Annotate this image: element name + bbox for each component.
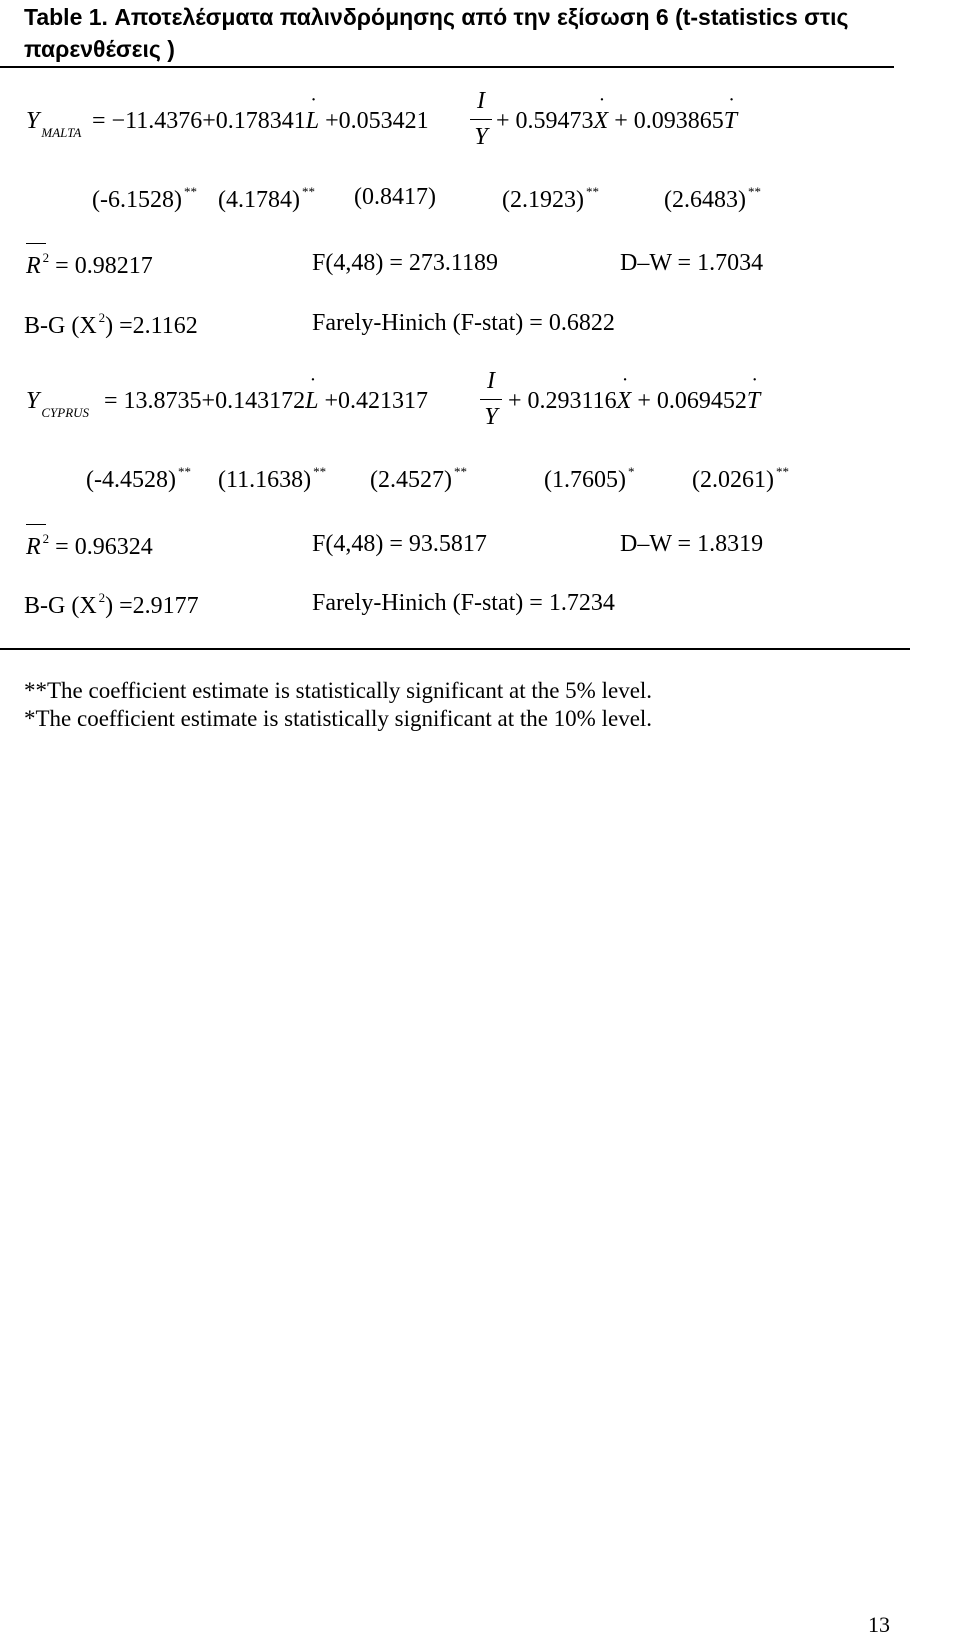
malta-rhs-tail (496, 108, 737, 135)
malta-plus-1: + (202, 108, 216, 134)
cyprus-coef-t: 0.069452 (656, 388, 747, 414)
malta-const: −11.4376 (111, 108, 203, 134)
cyprus-r2-bar (26, 524, 46, 525)
cyprus-frac-bar (480, 399, 502, 400)
malta-plus-4: + (614, 108, 628, 134)
cyprus-var-x: ˙ X (617, 388, 632, 415)
malta-tstat-5: (2.6483) ** (664, 184, 761, 213)
table-title-line-2: παρενθέσεις ) (24, 36, 175, 62)
cyprus-r2: R $^2$ = 0.96324 (26, 531, 153, 560)
malta-lhs: Y (26, 108, 40, 134)
cyprus-plus-3: + (508, 388, 522, 414)
malta-farely-hinich: Farely-Hinich (F-stat) = 0.6822 (312, 310, 615, 336)
cyprus-tstat-3: (2.4527) ** (370, 464, 467, 493)
malta-equation (26, 108, 81, 141)
malta-coef-l: 0.178341 (215, 108, 306, 134)
cyprus-var-t: ˙ T (747, 388, 760, 415)
cyprus-coef-x: 0.293116 (527, 388, 617, 414)
cyprus-eq-sign: = (104, 388, 118, 414)
cyprus-frac-denominator: Y (484, 404, 498, 430)
cyprus-bg: B-G (X $^2$) =2.9177 (24, 590, 199, 619)
cyprus-plus-1: + (201, 388, 216, 414)
malta-tstat-2: (4.1784) ** (218, 184, 315, 213)
malta-plus-2: + (325, 108, 339, 134)
cyprus-tstat-1: (-4.4528) ** (86, 464, 191, 493)
cyprus-equation (26, 388, 89, 421)
cyprus-frac-numerator: I (487, 368, 495, 394)
cyprus-rhs-tail (508, 388, 760, 415)
malta-var-l: ˙ L (306, 108, 319, 135)
malta-coef-t: 0.093865 (633, 108, 724, 134)
top-rule (0, 66, 894, 68)
note-10-percent: *The coefficient estimate is statistically significant at the 10% level. (24, 706, 653, 731)
bottom-rule (0, 648, 910, 650)
page-number: 13 (868, 1612, 890, 1637)
cyprus-coef-iy: 0.421317 (338, 388, 428, 414)
cyprus-lhs: Y (26, 388, 40, 414)
cyprus-var-l: ˙ L (305, 388, 318, 415)
malta-dw: D–W = 1.7034 (620, 250, 764, 276)
malta-lhs-subscript: MALTA (41, 125, 82, 140)
cyprus-lhs-subscript: CYPRUS (41, 405, 90, 420)
malta-r2-bar (26, 243, 46, 244)
malta-tstat-1: (-6.1528) ** (92, 184, 197, 213)
cyprus-dw: D–W = 1.8319 (620, 531, 764, 557)
malta-tstat-3: (0.8417) (354, 184, 436, 210)
cyprus-plus-2: + (324, 388, 338, 414)
malta-r2: R $^2$ = 0.98217 (26, 250, 153, 279)
malta-frac-denominator: Y (474, 124, 488, 150)
malta-frac-numerator: I (477, 88, 485, 114)
cyprus-rhs (104, 388, 428, 415)
malta-tstat-4: (2.1923) ** (502, 184, 599, 213)
cyprus-coef-l: 0.143172 (215, 388, 306, 414)
malta-rhs (92, 108, 429, 135)
malta-var-t: ˙ T (724, 108, 737, 135)
malta-frac-bar (470, 119, 492, 120)
malta-plus-3: + (496, 108, 510, 134)
cyprus-f-stat: F(4,48) = 93.5817 (312, 531, 487, 557)
malta-f-stat: F(4,48) = 273.1189 (312, 250, 498, 276)
cyprus-tstat-4: (1.7605) * (544, 464, 635, 493)
cyprus-farely-hinich: Farely-Hinich (F-stat) = 1.7234 (312, 590, 615, 616)
note-5-percent: **The coefficient estimate is statistically significant at the 5% level. (24, 678, 653, 703)
malta-coef-x: 0.59473 (515, 108, 594, 134)
cyprus-tstat-5: (2.0261) ** (692, 464, 789, 493)
malta-bg: B-G (X $^2$) =2.1162 (24, 310, 198, 339)
malta-eq-sign: = (92, 108, 106, 134)
cyprus-tstat-2: (11.1638) ** (218, 464, 327, 493)
table-title-line-1: Table 1. Αποτελέσματα παλινδρόμησης από την εξίσωση 6 (t-statistics στις (24, 4, 849, 30)
malta-var-x: ˙ X (594, 108, 609, 135)
cyprus-plus-4: + (637, 388, 651, 414)
cyprus-const: 13.8735 (123, 388, 202, 414)
malta-coef-iy: 0.053421 (338, 108, 429, 134)
